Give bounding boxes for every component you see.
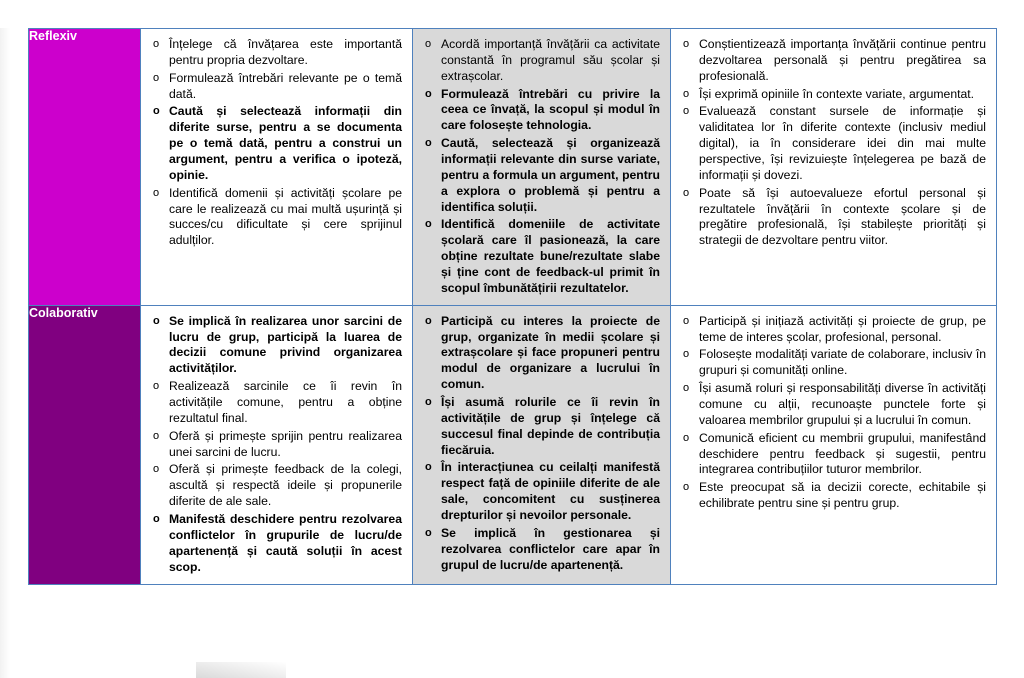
list-item-text: Este preocupat să ia decizii corecte, echitabile și echilibrate pentru sine și pentru grup.	[699, 480, 986, 511]
list-item	[421, 37, 660, 85]
list-item-text: Acordă importanță învățării ca activitate constantă în programul său școlar și extrașcolar.	[441, 37, 660, 83]
list-item	[679, 314, 986, 346]
bullet-marker-icon: o	[683, 105, 690, 118]
list-item-text: Își asumă roluri și responsabilități diverse în activități comune cu alții, recunoaște punctele forte și valoarea membrilor grupului și a lucrului în comun.	[699, 381, 986, 427]
page-edge-shadow	[0, 28, 10, 678]
bullet-list-reflexiv-b	[413, 29, 670, 305]
bullet-marker-icon: o	[683, 314, 690, 327]
list-item	[679, 431, 986, 479]
row-label-text: Colaborativ	[29, 305, 98, 320]
bullet-list-colaborativ-b	[413, 306, 670, 582]
bullet-marker-icon: o	[153, 71, 160, 84]
bullet-marker-icon: o	[683, 382, 690, 395]
list-item-text: Evaluează constant sursele de informație și validitatea lor în diferite contexte (inclusiv mediul digital), ia în considerare idei din mai multe perspective, își revizuiește înțelegerea pe bază de informații și dovezi.	[699, 104, 986, 182]
list-item	[679, 104, 986, 183]
list-item-text: Participă cu interes la proiecte de grup, organizate în medii școlare și extrașcolare și face propuneri pentru modul de organizare a lucrului în comun.	[441, 313, 660, 392]
list-item	[149, 104, 402, 183]
list-item	[679, 186, 986, 249]
bullet-marker-icon: o	[683, 348, 690, 361]
list-item-text: În interacțiunea cu ceilalți manifestă respect față de opiniile diferite de ale sale, concomitent cu susținerea drepturilor și nevoilor personale.	[441, 460, 660, 523]
list-item-text: Își asumă rolurile ce îi revin în activitățile de grup și înțelege că succesul final depinde de contribuția fiecăruia.	[441, 395, 660, 457]
list-item	[421, 526, 660, 574]
list-item	[421, 217, 660, 296]
bullet-marker-icon: o	[425, 87, 432, 100]
list-item-text: Se implică în gestionarea și rezolvarea conflictelor care apar în grupul de lucru/de apartenență.	[441, 525, 660, 572]
list-item-text: Poate să își autoevalueze efortul personal și rezultatele învățării în contexte școlare și de pregătire profesională, își stabilește priorități și strategii de dezvoltare pentru viitor.	[699, 185, 986, 248]
bullet-marker-icon: o	[153, 513, 160, 526]
bullet-marker-icon: o	[683, 481, 690, 494]
list-item	[421, 136, 660, 215]
cell-reflexiv-level-1	[141, 29, 413, 306]
list-item	[149, 429, 402, 461]
bullet-marker-icon: o	[425, 396, 432, 409]
list-item	[149, 37, 402, 69]
list-item-text: Manifestă deschidere pentru rezolvarea conflictelor în grupurile de lucru/de apartenență și caută soluții în acest scop.	[169, 512, 402, 574]
bullet-marker-icon: o	[425, 526, 432, 539]
cell-reflexiv-level-3	[671, 29, 997, 306]
bullet-marker-icon: o	[683, 38, 690, 50]
competency-matrix-table	[28, 28, 997, 585]
row-label-reflexiv	[29, 29, 141, 306]
list-item-text: Își exprimă opiniile în contexte variate, argumentat.	[699, 86, 975, 101]
list-item	[149, 379, 402, 427]
list-item-text: Conștientizează importanța învățării continue pentru dezvoltarea personală și pentru pregătirea sa profesională.	[699, 37, 986, 83]
list-item-text: Folosește modalități variate de colaborare, inclusiv în grupuri și comunități online.	[699, 347, 986, 378]
bullet-marker-icon: o	[683, 186, 690, 199]
document-page	[0, 28, 1024, 678]
list-item-text: Identifică domeniile de activitate școlară care îl pasionează, la care obține rezultate bune/rezultate slabe și ține cont de feedback-ul primit în scopul îmbunătățirii rezultatelor.	[441, 217, 660, 295]
list-item-text: Comunică eficient cu membrii grupului, manifestând deschidere pentru feedback și sugestii, pentru integrarea contribuțiilor tuturor membrilor.	[699, 430, 986, 477]
bullet-list-colaborativ-c	[671, 306, 996, 520]
list-item	[149, 512, 402, 575]
list-item	[149, 71, 402, 103]
bullet-marker-icon: o	[153, 186, 160, 199]
list-item-text: Oferă și primește sprijin pentru realizarea unei sarcini de lucru.	[169, 428, 402, 459]
list-item	[421, 460, 660, 523]
row-label-text: Reflexiv	[29, 29, 77, 43]
list-item-text: Caută, selectează și organizează informații relevante din surse variate, pentru a formula un argument, pentru a explora o problemă și pentru a identifica soluții.	[441, 136, 660, 214]
bullet-marker-icon: o	[153, 463, 160, 476]
list-item	[679, 347, 986, 379]
bullet-marker-icon: o	[683, 431, 690, 444]
list-item	[421, 314, 660, 393]
bullet-marker-icon: o	[425, 314, 432, 327]
bullet-marker-icon: o	[425, 137, 432, 150]
list-item	[679, 480, 986, 512]
bullet-marker-icon: o	[683, 87, 690, 100]
list-item-text: Caută și selectează informații din diferite surse, pentru a se documenta pe o temă dată, pentru a construi un argument, pentru a verifica o ipoteză, opinie.	[169, 104, 402, 182]
list-item	[679, 37, 986, 85]
cell-colaborativ-level-1	[141, 305, 413, 584]
bullet-marker-icon: o	[425, 38, 432, 50]
bullet-list-colaborativ-a	[141, 306, 412, 584]
table-row	[29, 305, 997, 584]
list-item-text: Formulează întrebări cu privire la ceea ce învață, la scopul și modul în care folosește tehnologia.	[441, 86, 660, 133]
bullet-marker-icon: o	[153, 314, 160, 327]
bullet-list-reflexiv-c	[671, 29, 996, 257]
list-item	[679, 381, 986, 429]
cell-colaborativ-level-3	[671, 305, 997, 584]
list-item	[421, 87, 660, 135]
row-label-colaborativ	[29, 305, 141, 584]
table-row	[29, 29, 997, 306]
list-item	[149, 314, 402, 377]
list-item-text: Identifică domenii și activități școlare pe care le realizează cu mai multă ușurință și succes/cu dificultate și cere sprijinul adulților.	[169, 185, 402, 248]
bullet-marker-icon: o	[425, 461, 432, 474]
list-item	[679, 87, 986, 103]
cell-reflexiv-level-2	[413, 29, 671, 306]
cell-colaborativ-level-2	[413, 305, 671, 584]
list-item-text: Formulează întrebări relevante pe o temă dată.	[169, 70, 402, 101]
bullet-marker-icon: o	[153, 429, 160, 442]
list-item-text: Se implică în realizarea unor sarcini de lucru de grup, participă la luarea de decizii comune privind organizarea activităților.	[169, 313, 402, 376]
page-corner-fold	[196, 662, 286, 678]
list-item-text: Realizează sarcinile ce îi revin în activitățile comune, pentru a obține rezultatul final.	[169, 379, 402, 425]
list-item	[149, 462, 402, 510]
list-item	[421, 395, 660, 458]
bullet-marker-icon: o	[425, 218, 432, 231]
list-item-text: Înțelege că învățarea este importantă pentru propria dezvoltare.	[169, 37, 402, 67]
bullet-marker-icon: o	[153, 105, 160, 118]
bullet-list-reflexiv-a	[141, 29, 412, 257]
list-item	[149, 186, 402, 249]
bullet-marker-icon: o	[153, 38, 160, 50]
list-item-text: Oferă și primește feedback de la colegi, ascultă și respectă ideile și propunerile diferite de ale sale.	[169, 462, 402, 509]
bullet-marker-icon: o	[153, 380, 160, 393]
list-item-text: Participă și inițiază activități și proiecte de grup, pe teme de interes școlar, profesional, personal.	[699, 313, 986, 344]
